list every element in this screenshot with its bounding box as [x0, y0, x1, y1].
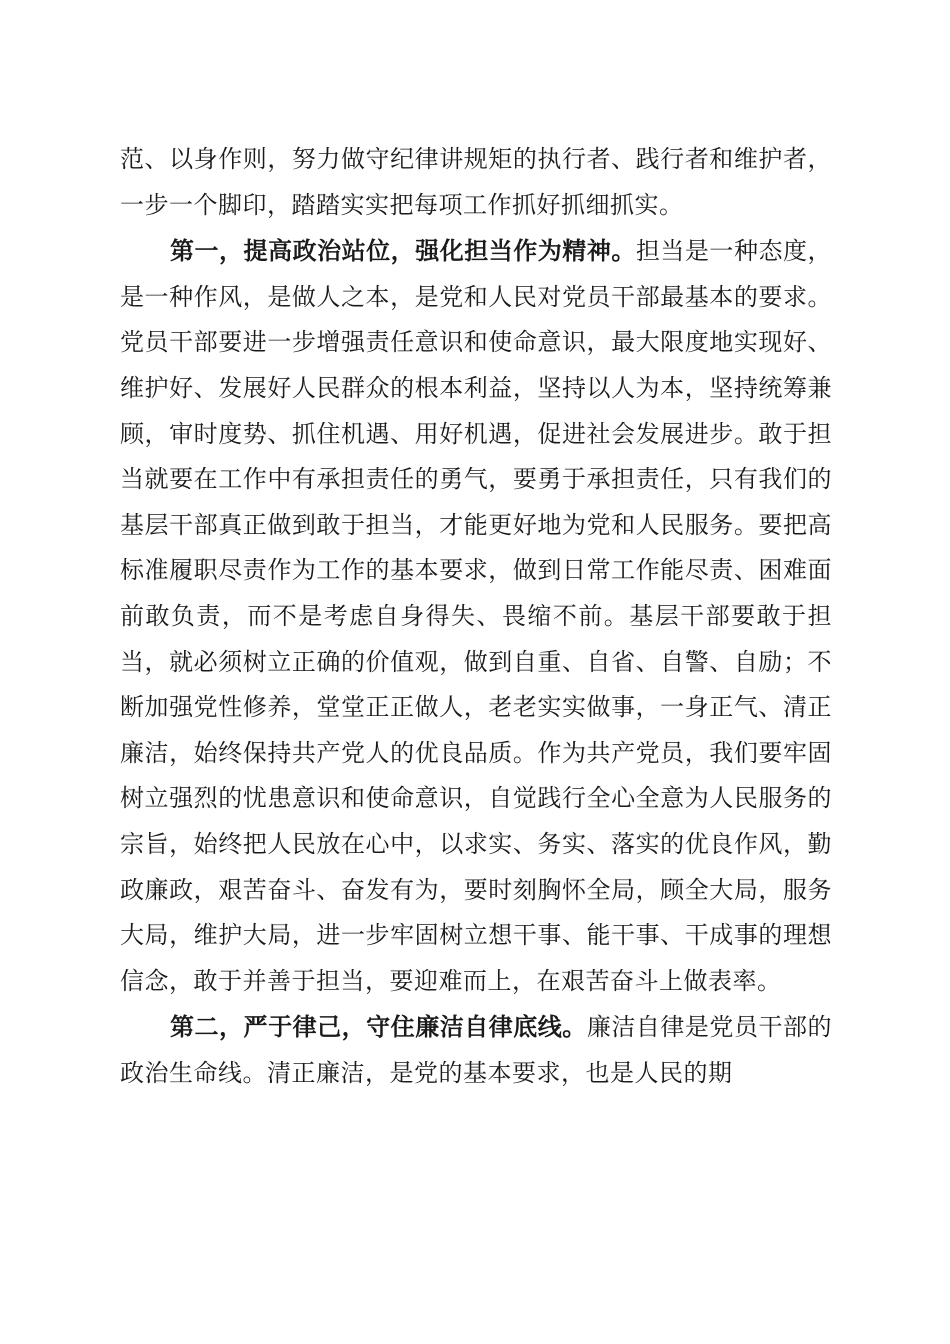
paragraph-text: 廉洁自律是党员干部的政治生命线。清正廉洁，是党的基本要求，也是人民的期: [120, 1013, 833, 1087]
paragraph-text: 担当是一种态度，是一种作风，是做人之本，是党和人民对党员干部最基本的要求。党员干部要进一步增强责任意识和使命意识，最大限度地实现好、维护好、发展好人民群众的根本利益，坚持以人为本，坚持统筹兼顾，审时度势、抓住机遇、用好机遇，促进社会发展进步。敢于担当就要在工作中有承担责任的勇气，要勇于承担责任，只有我们的基层干部真正做到敢于担当，才能更好地为党和人民服务。要把高标准履职尽责作为工作的基本要求，做到日常工作能尽责、困难面前敢负责，而不是考虑自身得失、畏缩不前。基层干部要敢于担当，就必须树立正确的价值观，做到自重、自省、自警、自励；不断加强党性修养，堂堂正正做人，老老实实做事，一身正气、清正廉洁，始终保持共产党人的优良品质。作为共产党员，我们要牢固树立强烈的忧患意识和使命意识，自觉践行全心全意为人民服务的宗旨，始终把人民放在心中，以求实、务实、落实的优良作风，勤政廉政，艰苦奋斗、奋发有为，要时刻胸怀全局，顾全大局，服务大局，维护大局，进一步牢固树立想干事、能干事、干成事的理想信念，敢于并善于担当，要迎难而上，在艰苦奋斗上做表率。: [120, 237, 833, 995]
paragraph-continuation: [120, 137, 832, 228]
paragraph-first-point: [120, 228, 832, 1004]
paragraph-second-point: [120, 1004, 832, 1096]
paragraph-text: 范、以身作则，努力做守纪律讲规矩的执行者、践行者和维护者，一步一个脚印，踏踏实实把每项工作抓好抓细抓实。: [120, 145, 832, 219]
paragraph-heading: 第一，提高政治站位，强化担当作为精神。: [170, 236, 636, 266]
paragraph-heading: 第二，严于律己，守住廉洁自律底线。: [170, 1012, 587, 1042]
document-body: [120, 137, 832, 1096]
